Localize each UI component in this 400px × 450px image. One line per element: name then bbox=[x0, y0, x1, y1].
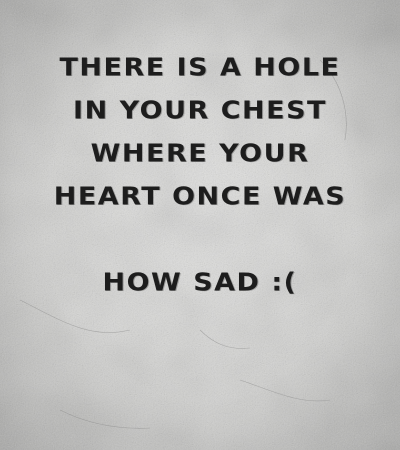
message-line-1: THERE IS A HOLE bbox=[59, 53, 341, 82]
poster-message bbox=[0, 46, 400, 304]
message-line-2: IN YOUR CHEST bbox=[73, 96, 327, 125]
message-line-4: HEART ONCE WAS bbox=[53, 182, 347, 211]
message-line-3: WHERE YOUR bbox=[90, 139, 310, 168]
message-closing: HOW SAD :( bbox=[102, 268, 298, 297]
